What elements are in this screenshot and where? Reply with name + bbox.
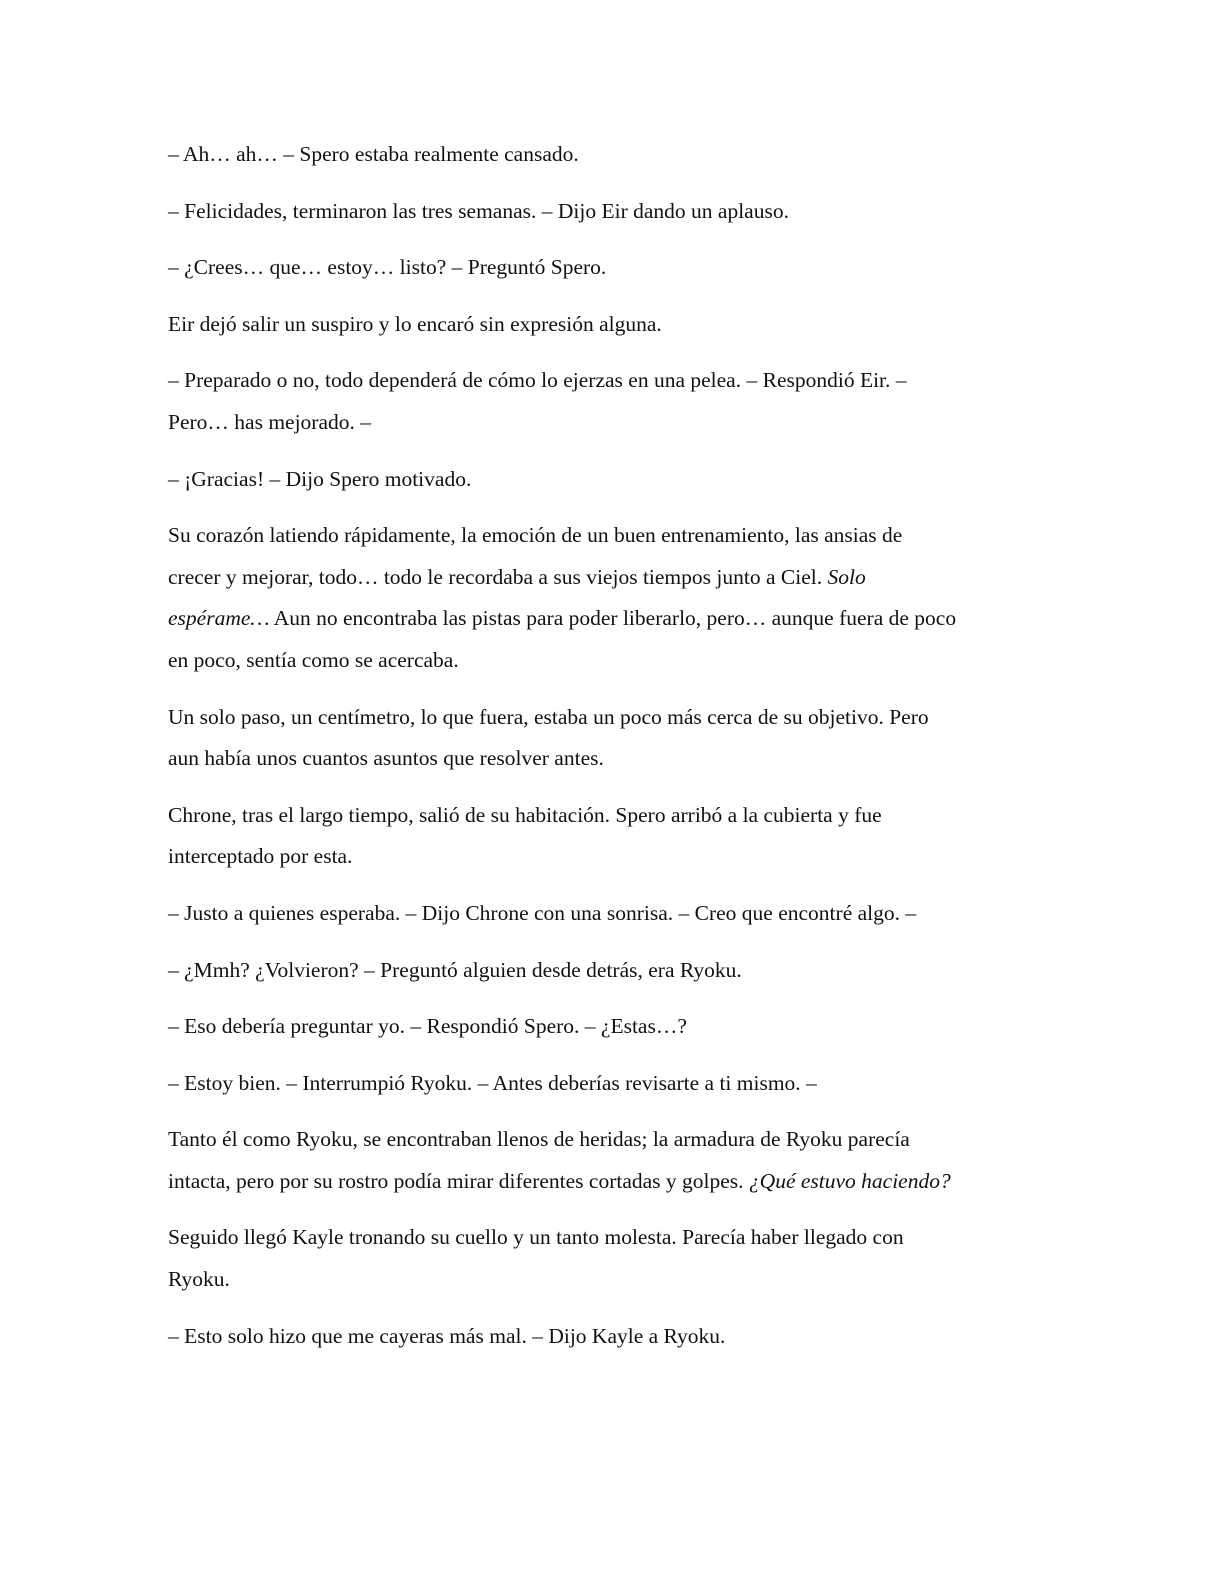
text-segment: Seguido llegó Kayle tronando su cuello y un tanto molesta. Parecía haber llegado con [168,1225,904,1250]
text-segment: aun había unos cuantos asuntos que resolver antes. [168,746,604,771]
text-segment: – Estoy bien. – Interrumpió Ryoku. – Antes deberías revisarte a ti mismo. – [168,1070,817,1095]
text-segment: Eir dejó salir un suspiro y lo encaró sin expresión alguna. [168,311,662,336]
text-line [168,640,1048,682]
text-line [168,459,1048,501]
text-segment: – Felicidades, terminaron las tres semanas. – Dijo Eir dando un aplauso. [168,198,789,223]
text-segment: intacta, pero por su rostro podía mirar diferentes cortadas y golpes. [168,1168,749,1193]
paragraph [168,1006,1048,1048]
document-page [168,134,1048,1372]
text-segment: Su corazón latiendo rápidamente, la emoción de un buen entrenamiento, las ansias de [168,523,903,548]
text-line [168,738,1048,780]
paragraph [168,1217,1048,1300]
paragraph [168,304,1048,346]
text-segment: en poco, sentía como se acercaba. [168,647,459,672]
text-line [168,1161,1048,1203]
text-line [168,191,1048,233]
text-line [168,402,1048,444]
text-line [168,557,1048,599]
text-segment: – ¿Mmh? ¿Volvieron? – Preguntó alguien desde detrás, era Ryoku. [168,957,742,982]
paragraph [168,893,1048,935]
text-line [168,515,1048,557]
text-line [168,1217,1048,1259]
text-line [168,1259,1048,1301]
text-line [168,1063,1048,1105]
text-segment: – Preparado o no, todo dependerá de cómo lo ejerzas en una pelea. – Respondió Eir. – [168,368,907,393]
text-segment: Chrone, tras el largo tiempo, salió de su habitación. Spero arribó a la cubierta y fue [168,802,882,827]
paragraph [168,247,1048,289]
paragraph [168,795,1048,878]
text-line [168,1119,1048,1161]
text-segment: – Eso debería preguntar yo. – Respondió Spero. – ¿Estas…? [168,1014,687,1039]
text-line [168,247,1048,289]
paragraph [168,950,1048,992]
text-line [168,134,1048,176]
text-segment: – ¡Gracias! – Dijo Spero motivado. [168,466,472,491]
text-segment: – Justo a quienes esperaba. – Dijo Chrone con una sonrisa. – Creo que encontré algo. – [168,900,917,925]
text-segment: – Esto solo hizo que me cayeras más mal. – Dijo Kayle a Ryoku. [168,1323,726,1348]
paragraph [168,1063,1048,1105]
text-segment: Aun no encontraba las pistas para poder liberarlo, pero… aunque fuera de poco [269,606,957,631]
italic-text: ¿Qué estuvo haciendo? [748,1168,951,1193]
text-line [168,360,1048,402]
text-line [168,1316,1048,1358]
paragraph [168,134,1048,176]
text-line [168,697,1048,739]
text-line [168,950,1048,992]
paragraph [168,515,1048,681]
text-line [168,893,1048,935]
text-segment: Ryoku. [168,1267,230,1292]
text-segment: – Ah… ah… – Spero estaba realmente cansado. [168,142,579,166]
paragraph [168,459,1048,501]
italic-text: Solo [827,564,866,589]
text-segment: interceptado por esta. [168,844,353,869]
text-segment: Pero… has mejorado. – [168,409,372,434]
text-line [168,795,1048,837]
paragraph [168,697,1048,780]
paragraph [168,1119,1048,1202]
paragraph [168,1316,1048,1358]
text-line [168,836,1048,878]
text-segment: crecer y mejorar, todo… todo le recordaba a sus viejos tiempos junto a Ciel. [168,564,828,589]
text-line [168,304,1048,346]
text-line [168,598,1048,640]
paragraph [168,191,1048,233]
paragraph [168,360,1048,443]
text-line [168,1006,1048,1048]
text-segment: Tanto él como Ryoku, se encontraban llenos de heridas; la armadura de Ryoku parecía [168,1127,910,1152]
text-segment: – ¿Crees… que… estoy… listo? – Preguntó Spero. [168,255,607,280]
italic-text: espérame… [168,606,270,631]
text-segment: Un solo paso, un centímetro, lo que fuera, estaba un poco más cerca de su objetivo. Pero [168,704,929,729]
